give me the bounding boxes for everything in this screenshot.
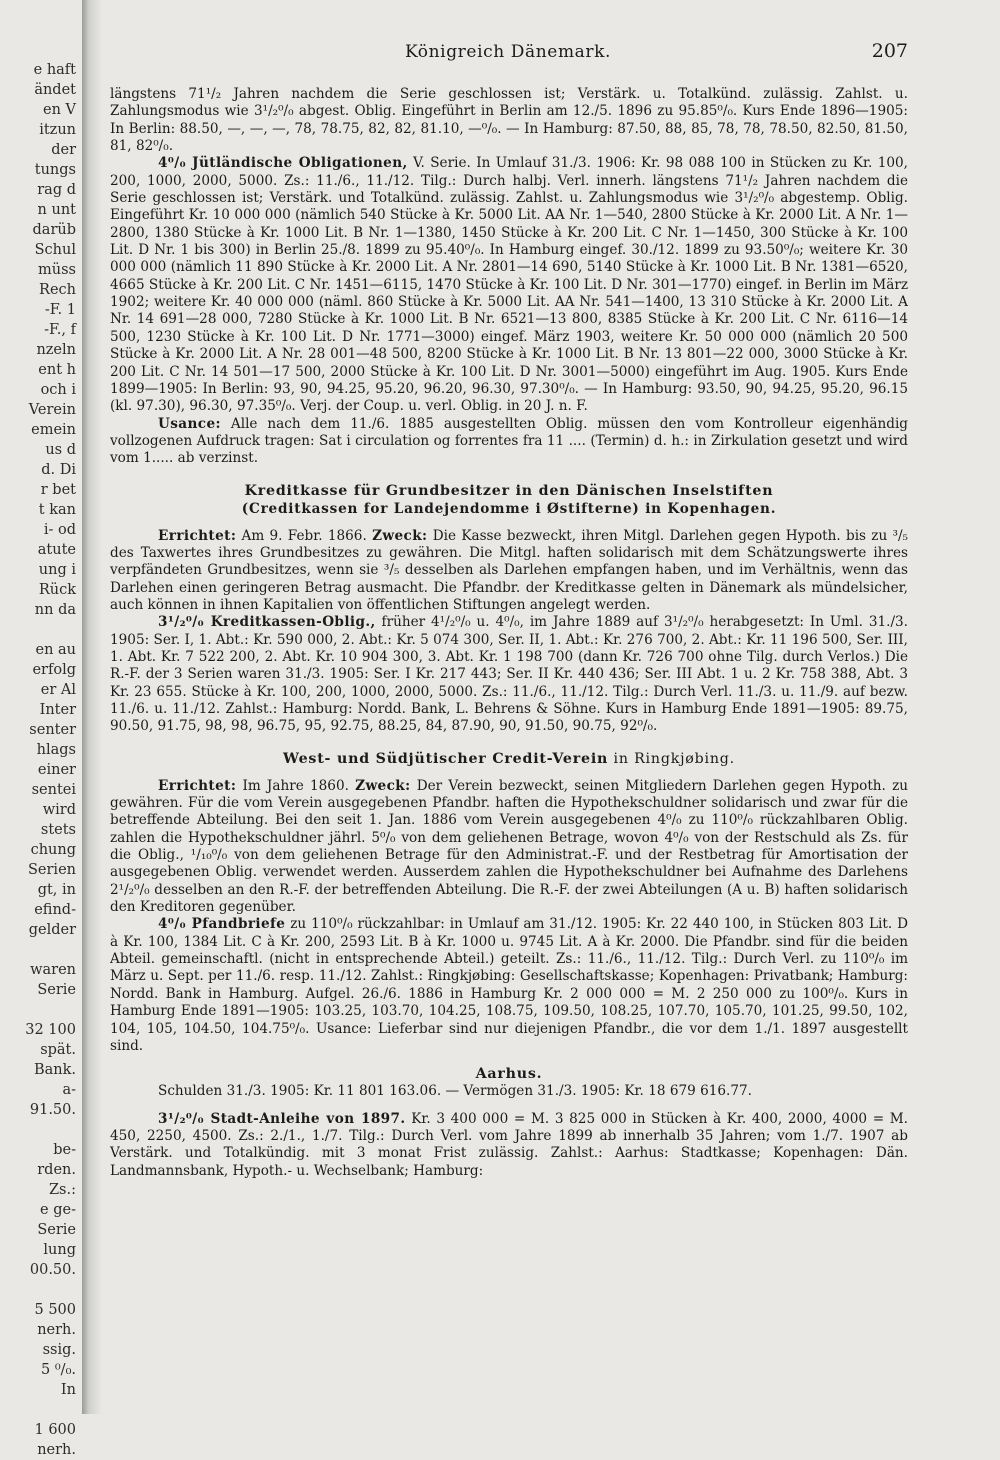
paragraph-stadt-anleihe [110,1111,908,1180]
facing-page-line: r bet [40,482,76,498]
paragraph-text: Alle nach dem 11./6. 1885 ausgestellten Oblig. müssen den vom Kontrolleur eigenhändig vollzogenen Aufdruck tragen: Sat i circulation og forrentes fra 11 .... (Termin) d. h.: in Zirkulation gesetzt und wird vom 1..... ab verzinst. [110,415,908,467]
facing-page-line: gt, in [37,882,76,898]
book-gutter [82,0,102,1414]
facing-page-line: n unt [37,202,76,218]
facing-page-line: senter [29,722,76,738]
bond-title: 3¹/₂⁰/₀ Stadt-Anleihe von 1897. [158,1110,406,1127]
paragraph-text: zu 110⁰/₀ rückzahlbar: in Umlauf am 31./12. 1905: Kr. 22 440 100, in Stücken 803 Lit. D à Kr. 100, 1384 Lit. C à Kr. 200, 2593 Lit. B à Kr. 1000 u. 9745 Lit. A à Kr. 2000. Die Pfandbr. sind für die beiden Abteil. gemeinschaftl. (nicht in entsprechende Abteil.) geteilt. Zs.: 11./6., 11./12. Tilg.: Durch Verl. zu 110⁰/₀ im März u. Sept. per 11./6. resp. 11./12. Zahlst.: Ringkjøbing: Gesellschaftskasse; Kopenhagen: Privatbank; Hamburg: Nordd. Bank in Hamburg. Aufgel. 26./6. 1886 in Hamburg Kr. 2 000 000 = M. 2 250 000 zu 100⁰/₀. Kurs in Hamburg Ende 1891—1905: 103.25, 103.70, 104.25, 108.75, 109.50, 108.25, 107.70, 105.70, 101.25, 99.50, 102, 104, 105, 104.50, 104.75⁰/₀. Usance: Lieferbar sind nur diejenigen Pfandbr., die vor dem 1./1. 1897 ausgestellt sind. [110,916,908,1054]
facing-page-line: In [60,1382,76,1398]
facing-page-line: der [51,142,76,158]
facing-page-line: darüb [32,222,76,238]
facing-page-line: Rech [39,282,76,298]
facing-page-line: spät. [40,1042,76,1058]
paragraph-text: Die Kasse bezweckt, ihren Mitgl. Darlehen gegen Hypoth. bis zu ³/₅ des Taxwertes ihres Grundbesitzes zu gewähren. Die Mitgl. haften solidarisch mit dem Schätzungswerte ihres verpfändeten Grundbesitzes, wenn sie ³/₅ desselben als Darlehen empfangen haben, und im Verhältnis, wenn das Darlehen einen geringeren Betrag ausmacht. Die Pfandbr. der Kreditkasse gelten in Dänemark als mündelsicher, auch können in ihnen Kapitalien von öffentlichen Stiftungen angelegt werden. [110,527,908,613]
zweck-label: Zweck: [355,777,411,794]
section-subheading-kreditkasse: (Creditkassen for Landejendomme i Østifterne) in Kopenhagen. [241,500,777,517]
facing-page-line [0,1120,82,1140]
paragraph-text: V. Serie. In Umlauf 31./3. 1906: Kr. 98 088 100 in Stücken zu Kr. 100, 200, 1000, 2000, 5000. Zs.: 11./6., 11./12. Tilg.: Durch halbj. Verl. innerh. längstens 71¹/₂ Jahren nachdem die Serie geschlossen ist; Verstärk. und Totalkünd. zulässig. Zahlst. u. Zahlungsmodus wie 3¹/₂⁰/₀ abgestemp. Oblig. Eingeführt Kr. 10 000 000 (nämlich 540 Stücke à Kr. 5000 Lit. AA Nr. 1—540, 2800 Stücke à Kr. 2000 Lit. A Nr. 1—2800, 1380 Stücke à Kr. 1000 Lit. B Nr. 1—1380, 1450 Stücke à Kr. 200 Lit. C Nr. 1—1450, 300 Stücke à Kr. 100 Lit. D Nr. 1 bis 300) in Berlin 25./8. 1899 zu 95.40⁰/₀. In Hamburg eingef. 30./12. 1899 zu 93.50⁰/₀; weitere Kr. 30 000 000 (nämlich 11 890 Stücke à Kr. 2000 Lit. A Nr. 2801—14 690, 5140 Stücke à Kr. 1000 Lit. B Nr. 1381—6520, 4665 Stücke à Kr. 200 Lit. C Nr. 1451—6115, 1470 Stücke à Kr. 100 Lit. D Nr. 301—1770) eingef. in Berlin im März 1902; weitere Kr. 40 000 000 (näml. 860 Stücke à Kr. 5000 Lit. AA Nr. 541—1400, 13 310 Stücke à Kr. 2000 Lit. A Nr. 14 691—28 000, 7280 Stücke à Kr. 1000 Lit. B Nr. 6521—13 800, 8385 Stücke à Kr. 200 Lit. C Nr. 6116—14 500, 1230 Stücke à Kr. 100 Lit. D Nr. 1771—3000) eingef. März 1903, weitere Kr. 50 000 000 (nämlich 20 500 Stücke à Kr. 2000 Lit. A Nr. 28 001—48 500, 8200 Stücke à Kr. 1000 Lit. B Nr. 13 801—22 000, 3000 Stücke à Kr. 200 Lit. C Nr. 14 501—17 500, 2000 Stücke à Kr. 100 Lit. D Nr. 3001—5000) eingeführt im Aug. 1905. Kurs Ende 1899—1905: In Berlin: 93, 90, 94.25, 95.20, 96.20, 96.30, 97.30⁰/₀. — In Hamburg: 93.50, 90, 94.25, 95.20, 96.15 (kl. 97.30), 96.30, 97.35⁰/₀. Verj. der Coup. u. verl. Oblig. in 20 J. n. F. [110,155,908,415]
facing-page-line: en V [42,102,76,118]
paragraph-text: Am 9. Febr. 1866. [236,527,373,544]
paragraph-text: früher 4¹/₂⁰/₀ u. 4⁰/₀, im Jahre 1889 auf 3¹/₂⁰/₀ herabgesetzt: In Uml. 31./3. 1905: Ser. I, 1. Abt.: Kr. 590 000, 2. Abt.: Kr. 5 074 300, Ser. II, 1. Abt.: Kr. 276 700, 2. Abt.: Kr. 11 196 500, Ser. III, 1. Abt. Kr. 7 522 200, 2. Abt. Kr. 10 904 300, 3. Abt. Kr. 1 198 700 (dann Kr. 726 700 ohne Tilg. durch Verlos.) Die R.-F. der 3 Serien waren 31./3. 1905: Ser. I Kr. 217 443; Ser. II Kr. 440 436; Ser. III Abt. 1 u. 2 Kr. 758 388, Abt. 3 Kr. 23 655. Stücke à Kr. 100, 200, 1000, 2000, 5000. Zs.: 11./6., 11./12. Tilg.: Durch Verl. 11./3. u. 11./9. auf bezw. 11./6. u. 11./12. Zahlst.: Hamburg: Nordd. Bank, L. Behrens & Söhne. Kurs in Hamburg Ende 1891—1905: 89.75, 90.50, 91.75, 98, 98, 96.75, 95, 92.75, 88.25, 84, 87.90, 90, 91.50, 90.75, 92⁰/₀. [110,614,908,735]
running-title: Königreich Dänemark. [404,42,612,62]
facing-page-line: nerh. [37,1442,76,1458]
facing-page-line: gelder [28,922,76,938]
facing-page-line: Bank. [33,1062,76,1078]
page-number: 207 [871,40,908,62]
heading-text: in Ringkjøbing. [608,750,735,767]
facing-page-line [0,940,82,960]
facing-page-line: e ge- [40,1202,76,1218]
facing-page-line: stets [40,822,76,838]
facing-page-line: och i [40,382,76,398]
section-heading-credit-verein [110,750,908,768]
facing-page-line: -F., f [44,322,76,338]
paragraph-kreditkassen-oblig [110,614,908,735]
zweck-label: Zweck: [372,527,428,544]
facing-page-line: hlags [36,742,76,758]
facing-page-line: rag d [37,182,76,198]
facing-page-line: er Al [40,682,76,698]
facing-page-line: Serien [27,862,76,878]
facing-page-line: Schul [34,242,76,258]
heading-text: West- und Südjütischer Credit-Verein [283,750,609,767]
facing-page-line: nzeln [36,342,76,358]
facing-page-line: 32 100 [25,1022,76,1038]
facing-page-line: 1 600 [34,1422,76,1438]
facing-page-line: Inter [39,702,76,718]
facing-page-line: -F. 1 [44,302,76,318]
paragraph-pfandbriefe [110,916,908,1055]
paragraph-text: Kr. 3 400 000 = M. 3 825 000 in Stücken à Kr. 400, 2000, 4000 = M. 450, 2250, 4500. Zs.: 2./1., 1./7. Tilg.: Durch Verl. vom Jahre 1899 ab innerhalb 35 Jahren; vom 1./7. 1907 ab Verstärk. und Totalkündig. mit 3 monat Frist zulässig. Zahlst.: Aarhus: Stadtkasse; Kopenhagen: Dän. Landmannsbank, Hypoth.- u. Wechselbank; Hamburg: [110,1110,908,1179]
facing-page-line: ent h [38,362,76,378]
facing-page-line [0,1280,82,1300]
facing-page-line: chung [30,842,76,858]
facing-page-line [0,1000,82,1020]
facing-page-line: erfolg [32,662,76,678]
page-header [108,38,908,68]
usance-label: Usance: [158,415,221,432]
facing-page-line: wird [42,802,76,818]
facing-page-line: Verein [28,402,76,418]
facing-page-fragment [0,60,82,1458]
facing-page-line: emein [31,422,76,438]
facing-page-line: efind- [34,902,76,918]
paragraph-kreditkasse-errichtet [110,528,908,615]
bond-title: 4⁰/₀ Pfandbriefe [158,916,286,933]
facing-page-line: rden. [37,1162,76,1178]
facing-page-line: e haft [33,62,76,78]
paragraph-continuation: längstens 71¹/₂ Jahren nachdem die Serie geschlossen ist; Verstärk. u. Totalkünd. zulässig. Zahlst. u. Zahlungsmodus wie 3¹/₂⁰/₀ abgest. Oblig. Eingeführt in Berlin am 12./5. 1896 zu 95.85⁰/₀. Kurs Ende 1896—1905: In Berlin: 88.50, —, —, —, 78, 78.75, 82, 82, 81.10, —⁰/₀. — In Hamburg: 87.50, 88, 85, 78, 78, 78.50, 82.50, 81.50, 81, 82⁰/₀. [110,86,908,155]
page-body [110,86,908,1180]
facing-page-line: ung i [38,562,76,578]
facing-page-line: einer [37,762,76,778]
facing-page-line: nn da [34,602,76,618]
facing-page-line: 5 500 [34,1302,76,1318]
paragraph-text: Der Verein bezweckt, seinen Mitgliedern Darlehen gegen Hypoth. zu gewähren. Für die vom Verein ausgegebenen Pfandbr. haften die Hypothekschuldner solidarisch und zwar für die betreffende Abteilung. Bei den seit 1. Jan. 1886 vom Verein ausgegebenen 4⁰/₀ zu 110⁰/₀ rückzahlbaren Oblig. zahlen die Hypothekschuldner jährl. 5⁰/₀ von dem geliehenen Betrage, wovon 4⁰/₀ von der Restschuld als Zs. für die Oblig., ¹/₁₀⁰/₀ von dem geliehenen Betrage für den Administrat.-F. und der Restbetrag für Amortisation der ausgegebenen Oblig. verwendet werden. Ausserdem zahlen die Hypothekschuldner bei Aufnahme des Darlehens 2¹/₂⁰/₀ desselben an den R.-F. der betreffenden Abteilung. Die R.-F. der zwei Abteilungen (A u. B) haften solidarisch den Kreditoren gegenüber. [110,777,909,916]
facing-page-line: t kan [38,502,76,518]
facing-page-line: nerh. [37,1322,76,1338]
facing-page-line: atute [37,542,76,558]
facing-page-line: d. Di [41,462,76,478]
facing-page-line [0,1400,82,1420]
errichtet-label: Errichtet: [158,777,237,794]
paragraph-credit-verein-errichtet [110,778,908,917]
paragraph-text: Im Jahre 1860. [236,777,356,794]
facing-page-line: lung [43,1242,76,1258]
facing-page-line [0,620,82,640]
facing-page-line: Rück [38,582,76,598]
facing-page-line: waren [30,962,76,978]
bond-title: 4⁰/₀ Jütländische Obligationen, [158,155,408,172]
errichtet-label: Errichtet: [158,527,237,544]
bond-title: 3¹/₂⁰/₀ Kreditkassen-Oblig., [158,614,376,631]
facing-page-line: en au [35,642,76,658]
facing-page-line: ssig. [42,1342,76,1358]
facing-page-line: itzun [39,122,76,138]
facing-page-line: 5 ⁰/₀. [41,1362,76,1378]
facing-page-line: ändet [34,82,76,98]
facing-page-line: be- [53,1142,76,1158]
facing-page-line: tungs [34,162,76,178]
paragraph-juetlaendische-obligationen [110,155,908,415]
section-heading-kreditkasse: Kreditkasse für Grundbesitzer in den Dänischen Inselstiften [244,482,774,499]
facing-page-line: a- [62,1082,76,1098]
facing-page-line: 91.50. [29,1102,76,1118]
facing-page-line: i- od [43,522,76,538]
facing-page-line: us d [45,442,76,458]
facing-page-line: Serie [37,982,76,998]
facing-page-line: Serie [37,1222,76,1238]
section-heading-aarhus: Aarhus. [475,1066,543,1083]
facing-page-line: 00.50. [29,1262,76,1278]
paragraph-usance [110,416,908,468]
facing-page-line: sentei [31,782,76,798]
paragraph-aarhus-schulden: Schulden 31./3. 1905: Kr. 11 801 163.06. — Vermögen 31./3. 1905: Kr. 18 679 616.77. [158,1083,752,1100]
facing-page-line: Zs.: [48,1182,76,1198]
facing-page-line: müss [38,262,76,278]
